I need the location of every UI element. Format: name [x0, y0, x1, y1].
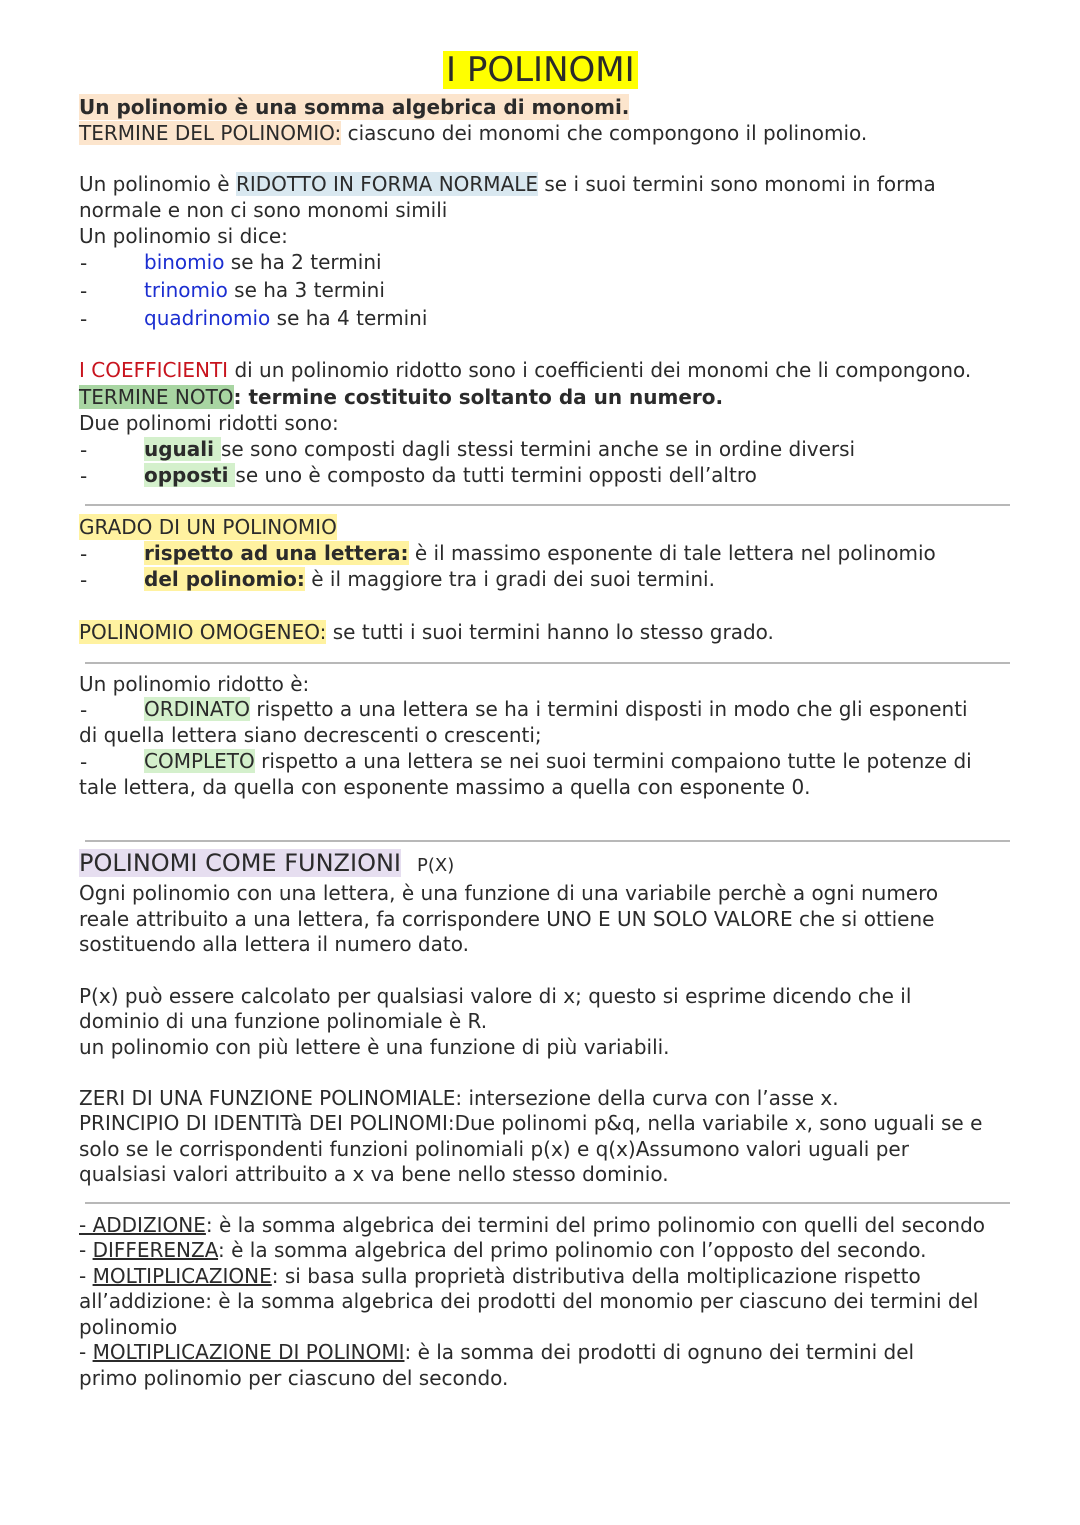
uguali-rest: se sono composti dagli stessi termini anche se in ordine diversi	[220, 437, 856, 461]
moltiplicazione-label: MOLTIPLICAZIONE	[92, 1264, 272, 1288]
opposti-rest: se uno è composto da tutti termini opposti dell’altro	[235, 463, 757, 487]
addizione-label: - ADDIZIONE	[79, 1213, 206, 1237]
opposti-item	[144, 462, 757, 488]
trinomio-term: trinomio	[144, 278, 228, 302]
principio-line: PRINCIPIO DI IDENTITà DEI POLINOMI:Due polinomi p&q, nella variabile x, sono uguali se e	[79, 1111, 983, 1135]
differenza-label: DIFFERENZA	[92, 1238, 219, 1262]
termine-noto-text: : termine costituito soltanto da un numero.	[233, 385, 724, 409]
ridotto-label: RIDOTTO IN FORMA NORMALE	[235, 172, 539, 196]
omogeneo-label: POLINOMIO OMOGENEO:	[79, 620, 327, 644]
grado-lettera-term: rispetto ad una lettera:	[144, 541, 409, 565]
completo-term: COMPLETO	[144, 749, 255, 773]
grado-lettera-rest: è il massimo esponente di tale lettera nel polinomio	[408, 541, 936, 565]
binomio-rest: se ha 2 termini	[224, 250, 382, 274]
polinomio-definition: Un polinomio è una somma algebrica di monomi.	[79, 95, 630, 119]
opposti-term: opposti	[144, 463, 236, 487]
uguali-item	[144, 436, 855, 462]
quadrinomio-term: quadrinomio	[144, 306, 271, 330]
completo-continuation: tale lettera, da quella con esponente massimo a quella con esponente 0.	[79, 775, 811, 799]
trinomio-rest: se ha 3 termini	[227, 278, 385, 302]
ridotto-intro: Un polinomio ridotto è:	[79, 672, 310, 696]
list-dash: -	[80, 251, 88, 275]
grado-polinomio-term: del polinomio:	[144, 567, 305, 591]
moltiplicazione-line	[79, 1263, 921, 1289]
completo-rest: rispetto a una lettera se nei suoi termini compaiono tutte le potenze di	[254, 749, 972, 773]
list-dash: -	[80, 307, 88, 331]
funzioni-heading: POLINOMI COME FUNZIONI	[79, 849, 401, 877]
ridotto-suffix: se i suoi termini sono monomi in forma	[538, 172, 936, 196]
list-dash: -	[80, 568, 88, 592]
coefficienti-label: I COEFFICIENTI	[79, 358, 229, 382]
list-dash: -	[79, 1264, 93, 1288]
differenza-text: : è la somma algebrica del primo polinomio con l’opposto del secondo.	[218, 1238, 927, 1262]
termine-noto-line	[79, 384, 723, 410]
principio-line: solo se le corrispondenti funzioni polinomiali p(x) e q(x)Assumono valori uguali per	[79, 1137, 909, 1161]
moltiplicazione-text: : si basa sulla proprietà distributiva della moltiplicazione rispetto	[271, 1264, 921, 1288]
list-dash: -	[79, 1340, 93, 1364]
termine-noto-label: TERMINE NOTO	[79, 385, 234, 409]
list-dash: -	[80, 542, 88, 566]
paragraph-line: P(x) può essere calcolato per qualsiasi valore di x; questo si esprime dicendo che il	[79, 984, 912, 1008]
list-dash: -	[80, 279, 88, 303]
ridotto-prefix: Un polinomio è	[79, 172, 236, 196]
moltiplicazione-polinomi-text: : è la somma dei prodotti di ognuno dei termini del	[404, 1340, 915, 1364]
grado-lettera-item	[144, 540, 936, 566]
list-dash: -	[79, 1238, 93, 1262]
moltiplicazione-polinomi-continuation: primo polinomio per ciascuno del secondo.	[79, 1366, 509, 1390]
ridotto-continuation: normale e non ci sono monomi simili	[79, 198, 448, 222]
principio-line: qualsiasi valori attribuito a x va bene nello stesso dominio.	[79, 1162, 669, 1186]
moltiplicazione-polinomi-label: MOLTIPLICAZIONE DI POLINOMI	[92, 1340, 405, 1364]
paragraph-line: Ogni polinomio con una lettera, è una funzione di una variabile perchè a ogni numero	[79, 881, 939, 905]
moltiplicazione-polinomi-line	[79, 1339, 914, 1365]
zeri-line: ZERI DI UNA FUNZIONE POLINOMIALE: intersezione della curva con l’asse x.	[79, 1086, 839, 1110]
ridotto-line	[79, 171, 936, 197]
list-item-binomio	[144, 249, 382, 275]
coefficienti-text: di un polinomio ridotto sono i coefficienti dei monomi che li compongono.	[228, 358, 972, 382]
ordinato-item	[144, 696, 968, 722]
section-divider	[85, 840, 1010, 842]
paragraph-line: un polinomio con più lettere è una funzione di più variabili.	[79, 1035, 670, 1059]
ordinato-term: ORDINATO	[144, 697, 250, 721]
omogeneo-line	[79, 619, 774, 645]
grado-heading: GRADO DI UN POLINOMIO	[79, 515, 337, 539]
list-dash: -	[80, 698, 88, 722]
termine-text: ciascuno dei monomi che compongono il polinomio.	[341, 121, 868, 145]
quadrinomio-rest: se ha 4 termini	[270, 306, 428, 330]
moltiplicazione-continuation: polinomio	[79, 1315, 178, 1339]
coefficienti-line	[79, 357, 971, 383]
binomio-term: binomio	[144, 250, 225, 274]
list-item-trinomio	[144, 277, 385, 303]
section-divider	[85, 504, 1010, 506]
px-label: P(X)	[416, 855, 455, 876]
funzioni-heading-line	[79, 850, 454, 879]
paragraph-line: dominio di una funzione polinomiale è R.	[79, 1009, 488, 1033]
differenza-line	[79, 1237, 927, 1263]
si-dice-line: Un polinomio si dice:	[79, 224, 288, 248]
uguali-term: uguali	[144, 437, 221, 461]
list-item-quadrinomio	[144, 305, 427, 331]
paragraph-line: sostituendo alla lettera il numero dato.	[79, 932, 469, 956]
addizione-text: : è la somma algebrica dei termini del primo polinomio con quelli del secondo	[205, 1213, 986, 1237]
completo-item	[144, 748, 972, 774]
moltiplicazione-continuation: all’addizione: è la somma algebrica dei prodotti del monomio per ciascuno dei termini del	[79, 1289, 979, 1313]
addizione-line	[79, 1212, 985, 1238]
grado-polinomio-rest: è il maggiore tra i gradi dei suoi termini.	[304, 567, 715, 591]
ordinato-continuation: di quella lettera siano decrescenti o crescenti;	[79, 723, 542, 747]
paragraph-line: reale attribuito a una lettera, fa corrispondere UNO E UN SOLO VALORE che si ottiene	[79, 907, 935, 931]
due-polinomi-line: Due polinomi ridotti sono:	[79, 411, 339, 435]
list-dash: -	[80, 750, 88, 774]
omogeneo-text: se tutti i suoi termini hanno lo stesso grado.	[326, 620, 774, 644]
grado-polinomio-item	[144, 566, 715, 592]
list-dash: -	[80, 464, 88, 488]
page-title: I POLINOMI	[443, 51, 638, 89]
termine-definition	[79, 120, 867, 146]
section-divider	[85, 1202, 1010, 1204]
section-divider	[85, 662, 1010, 664]
ordinato-rest: rispetto a una lettera se ha i termini disposti in modo che gli esponenti	[250, 697, 968, 721]
termine-label: TERMINE DEL POLINOMIO:	[79, 121, 342, 145]
list-dash: -	[80, 438, 88, 462]
